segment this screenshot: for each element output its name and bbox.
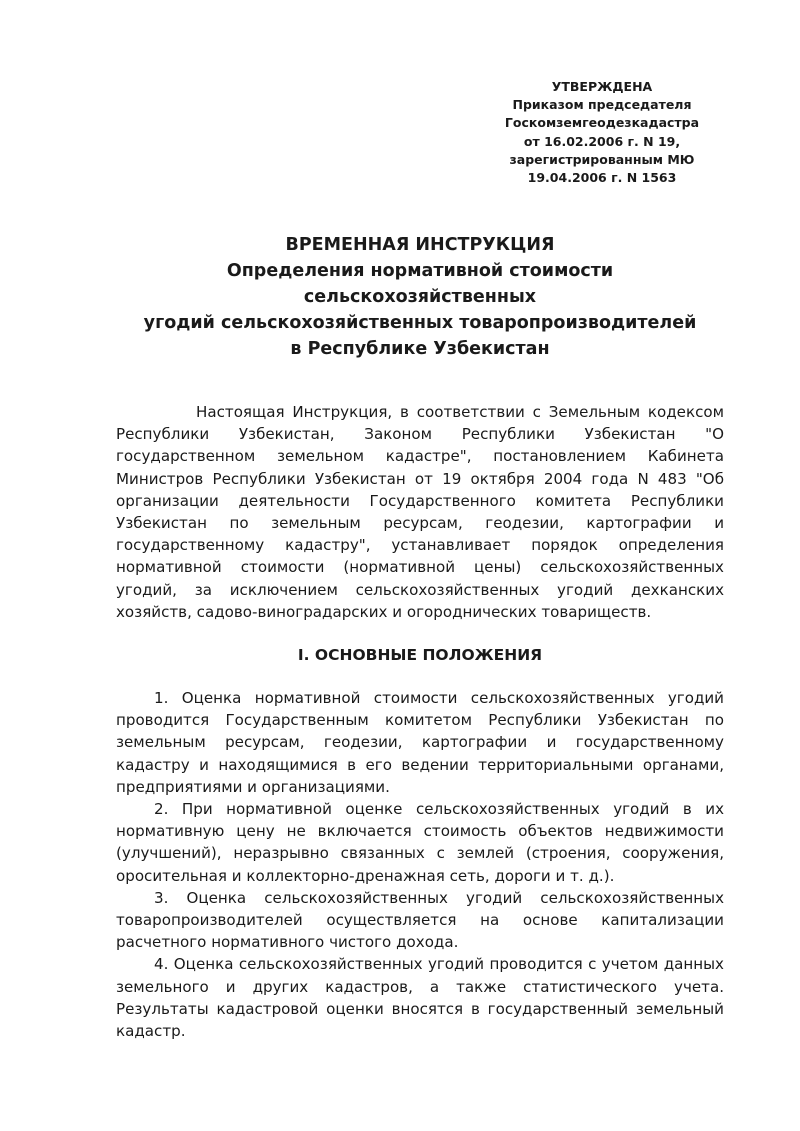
paragraph-3: 3. Оценка сельскохозяйственных угодий сельскохозяйственных товаропроизводителей осуществляется на основе капитализации расчетного нормативного чистого дохода.: [116, 888, 724, 952]
paragraph-1: 1. Оценка нормативной стоимости сельскохозяйственных угодий проводится Государственным комитетом Республики Узбекистан по земельным ресурсам, геодезии, картографии и государственному кадастру и находящимися в его ведении территориальными органами, предприятиями и организациями.: [116, 689, 724, 796]
approval-line: 19.04.2006 г. N 1563: [527, 170, 677, 186]
title-line: ВРЕМЕННАЯ ИНСТРУКЦИЯ: [285, 235, 555, 255]
approval-line: зарегистрированным МЮ: [509, 151, 695, 167]
intro-paragraph: Настоящая Инструкция, в соответствии с Земельным кодексом Республики Узбекистан, Законом Республики Узбекистан "О государственном земельном кадастре", постановлением Кабинета Министров Республики Узбекистан от 19 октября 2004 года N 483 "Об организации деятельности Государственного комитета Республики Узбекистан по земельным ресурсам, геодезии, картографии и государственному кадастру", устанавливает порядок определения нормативной стоимости (нормативной цены) сельскохозяйственных угодий, за исключением сельскохозяйственных угодий дехканских хозяйств, садово-виноградарских и огороднических товариществ.: [116, 403, 724, 621]
title-line: сельскохозяйственных: [303, 287, 537, 307]
paragraph-4: 4. Оценка сельскохозяйственных угодий проводится с учетом данных земельного и других кадастров, а также статистического учета. Результаты кадастровой оценки вносятся в государственный земельный кадастр.: [116, 955, 724, 1041]
paragraph-2: 2. При нормативной оценке сельскохозяйственных угодий в их нормативную цену не включается стоимость объектов недвижимости (улучшений), неразрывно связанных с землей (строения, сооружения, оросительная и коллекторно-дренажная сеть, дороги и т. д.).: [116, 800, 724, 885]
title-line: Определения нормативной стоимости: [226, 261, 614, 281]
document-title: [100, 232, 740, 362]
approval-stamp: [482, 78, 722, 187]
section-paragraphs: [116, 687, 724, 1042]
title-line: угодий сельскохозяйственных товаропроизводителей: [143, 313, 697, 333]
approval-line: УТВЕРЖДЕНА: [551, 79, 653, 94]
title-line: в Республике Узбекистан: [290, 339, 550, 359]
section-heading: I. ОСНОВНЫЕ ПОЛОЖЕНИЯ: [297, 646, 543, 664]
approval-line: Госкомземгеодезкадастра: [504, 115, 700, 131]
approval-line: от 16.02.2006 г. N 19,: [523, 133, 681, 149]
approval-line: Приказом председателя: [512, 97, 692, 113]
